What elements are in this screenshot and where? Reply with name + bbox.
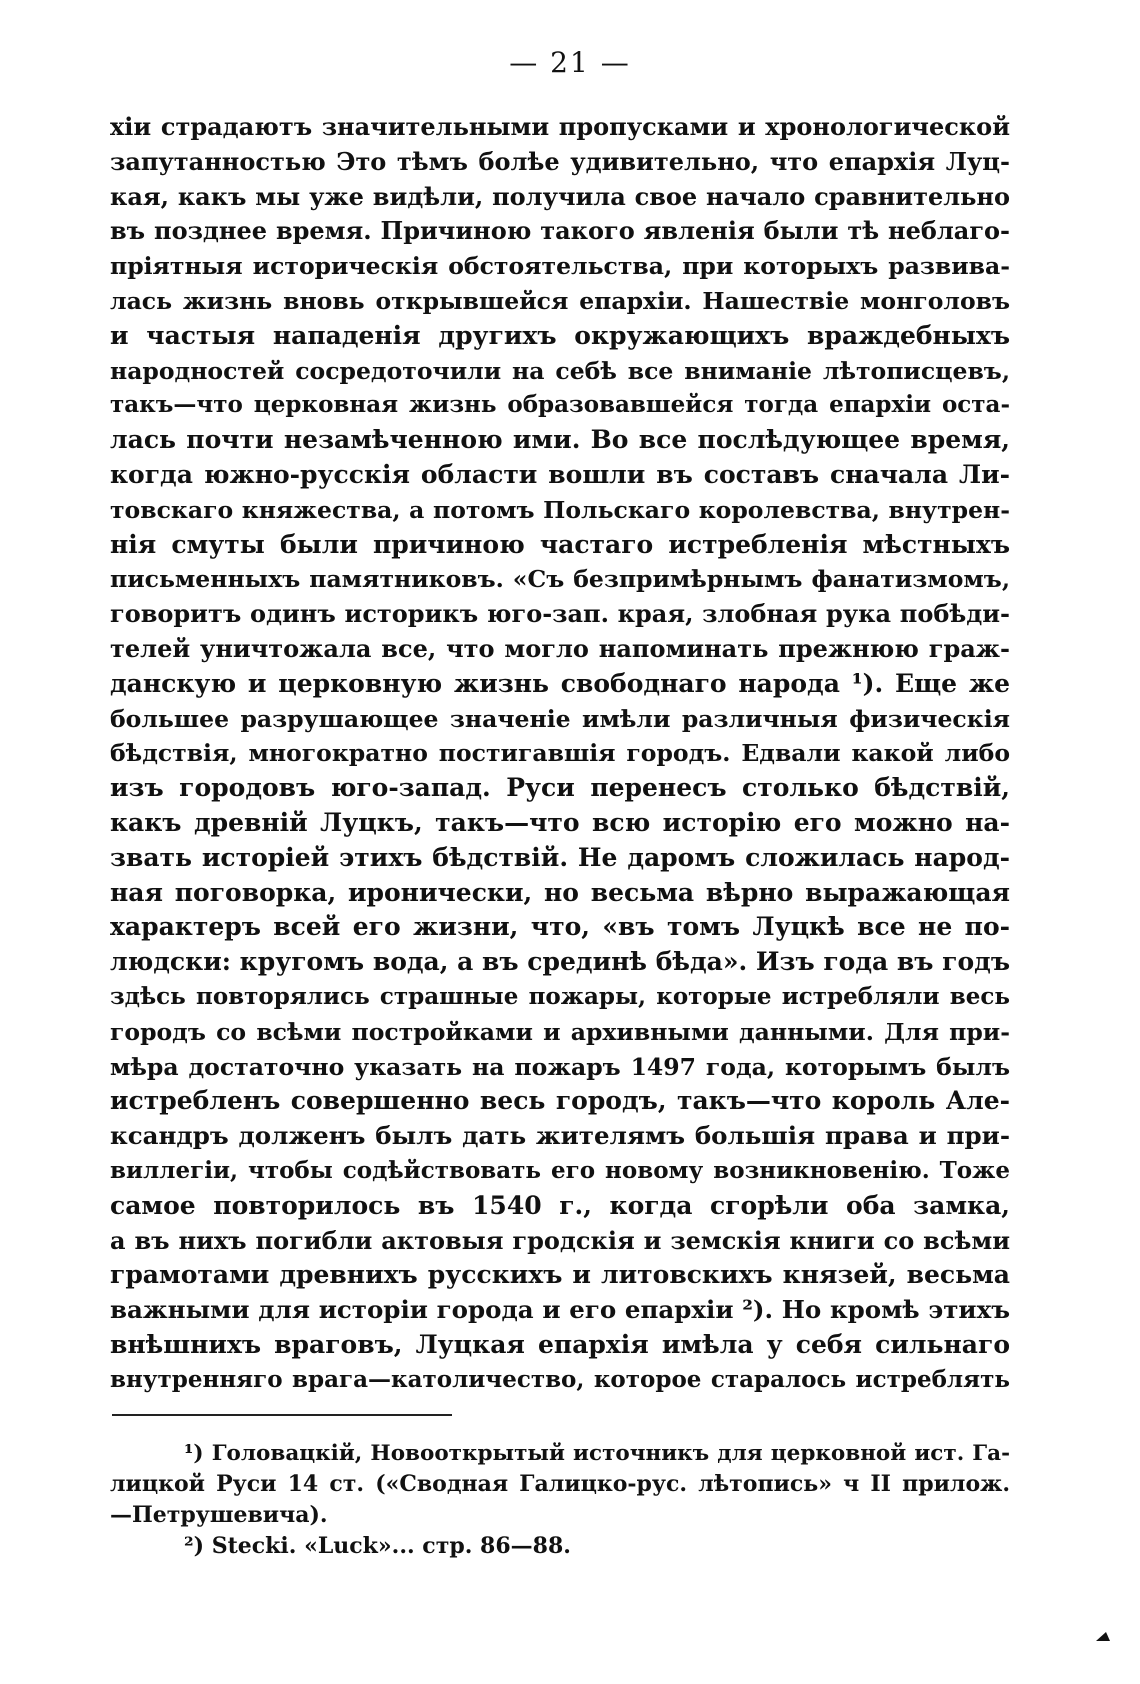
text-line: людски: кругомъ вода, а въ срединѣ бѣда». Изъ года въ годъ: [110, 947, 1010, 977]
text-line: запутанностью Это тѣмъ болѣе удивительно, что епархія Луц-: [110, 146, 1010, 176]
text-line: внѣшнихъ враговъ, Луцкая епархія имѣла у себя сильнаго: [110, 1329, 1010, 1359]
text-line: какъ древній Луцкъ, такъ—что всю исторію его можно на-: [110, 807, 1010, 837]
footnote-divider: [112, 1414, 452, 1416]
text-line: ная поговорка, иронически, но весьма вѣрно выражающая: [110, 877, 1010, 907]
print-mark-icon: [1096, 1632, 1110, 1641]
text-line: народностей сосредоточили на себѣ все вниманіе лѣтописцевъ,: [110, 356, 1010, 385]
footnote-1-line: лицкой Руси 14 ст. («Сводная Галицко-рус. лѣтопись» ч II прилож.: [110, 1471, 1010, 1497]
text-line: письменныхъ памятниковъ. «Съ безпримѣрнымъ фанатизмомъ,: [110, 565, 1010, 594]
text-line: истребленъ совершенно весь городъ, такъ—что король Але-: [110, 1086, 1010, 1116]
text-line: ксандръ долженъ былъ дать жителямъ большія права и при-: [110, 1121, 1010, 1151]
text-line: а въ нихъ погибли актовыя гродскія и земскія книги со всѣми: [110, 1225, 1010, 1255]
text-line: виллегіи, чтобы содѣйствовать его новому возникновенію. Тоже: [110, 1156, 1010, 1184]
text-line: хіи страдаютъ значительными пропусками и хронологической: [110, 112, 1010, 141]
text-line: лась почти незамѣченною ими. Во все послѣдующее время,: [110, 425, 1010, 455]
text-line: важными для исторіи города и его епархіи ²). Но кромѣ этихъ: [110, 1295, 1010, 1325]
text-line: данскую и церковную жизнь свободнаго народа ¹). Еще же: [110, 668, 1010, 698]
footnote-2: ²) Stecki. «Luck»... стр. 86—88.: [184, 1533, 571, 1559]
text-line: въ позднее время. Причиною такого явленія были тѣ неблаго-: [110, 216, 1010, 246]
text-line: характеръ всей его жизни, что, «въ томъ Луцкѣ все не по-: [110, 912, 1010, 942]
text-line: пріятныя историческія обстоятельства, при которыхъ развива-: [110, 252, 1010, 281]
text-line: городъ со всѣми постройками и архивными данными. Для при-: [110, 1017, 1010, 1046]
text-line: здѣсь повторялись страшные пожары, которые истребляли весь: [110, 982, 1010, 1010]
text-line: большее разрушающее значеніе имѣли различныя физическія: [110, 704, 1010, 733]
text-line: грамотами древнихъ русскихъ и литовскихъ князей, весьма: [110, 1260, 1010, 1290]
text-line: внутренняго врага—католичество, которое старалось истреблять: [110, 1365, 1010, 1393]
text-line: когда южно-русскія области вошли въ составъ сначала Ли-: [110, 459, 1010, 489]
footnote-1-line: —Петрушевича).: [110, 1502, 328, 1528]
text-line: нія смуты были причиною частаго истребленія мѣстныхъ: [110, 529, 1010, 559]
text-line: самое повторилось въ 1540 г., когда сгорѣли оба замка,: [110, 1190, 1010, 1220]
text-line: телей уничтожала все, что могло напоминать прежнюю граж-: [110, 633, 1010, 663]
text-line: кая, какъ мы уже видѣли, получила свое начало сравнительно: [110, 181, 1010, 211]
text-line: мѣра достаточно указать на пожаръ 1497 года, которымъ былъ: [110, 1052, 1010, 1081]
text-line: такъ—что церковная жизнь образовавшейся тогда епархіи оста-: [110, 391, 1010, 419]
text-line: говоритъ одинъ историкъ юго-зап. края, злобная рука побѣди-: [110, 599, 1010, 629]
footnotes: [110, 1438, 1010, 1562]
text-line: звать исторіей этихъ бѣдствій. Не даромъ сложилась народ-: [110, 842, 1010, 872]
text-line: товскаго княжества, а потомъ Польскаго королевства, внутрен-: [110, 495, 1010, 524]
text-line: лась жизнь вновь открывшейся епархіи. Нашествіе монголовъ: [110, 286, 1010, 315]
text-line: изъ городовъ юго-запад. Руси перенесъ столько бѣдствій,: [110, 773, 1010, 803]
text-line: бѣдствія, многократно постигавшія городъ. Едвали какой либо: [110, 739, 1010, 768]
page-number: — 21 —: [509, 46, 631, 79]
text-line: и частыя нападенія другихъ окружающихъ враждебныхъ: [110, 320, 1010, 350]
footnote-1-line: ¹) Головацкій, Новооткрытый источникъ для церковной ист. Га-: [184, 1441, 1010, 1466]
main-text: [110, 110, 1010, 1397]
